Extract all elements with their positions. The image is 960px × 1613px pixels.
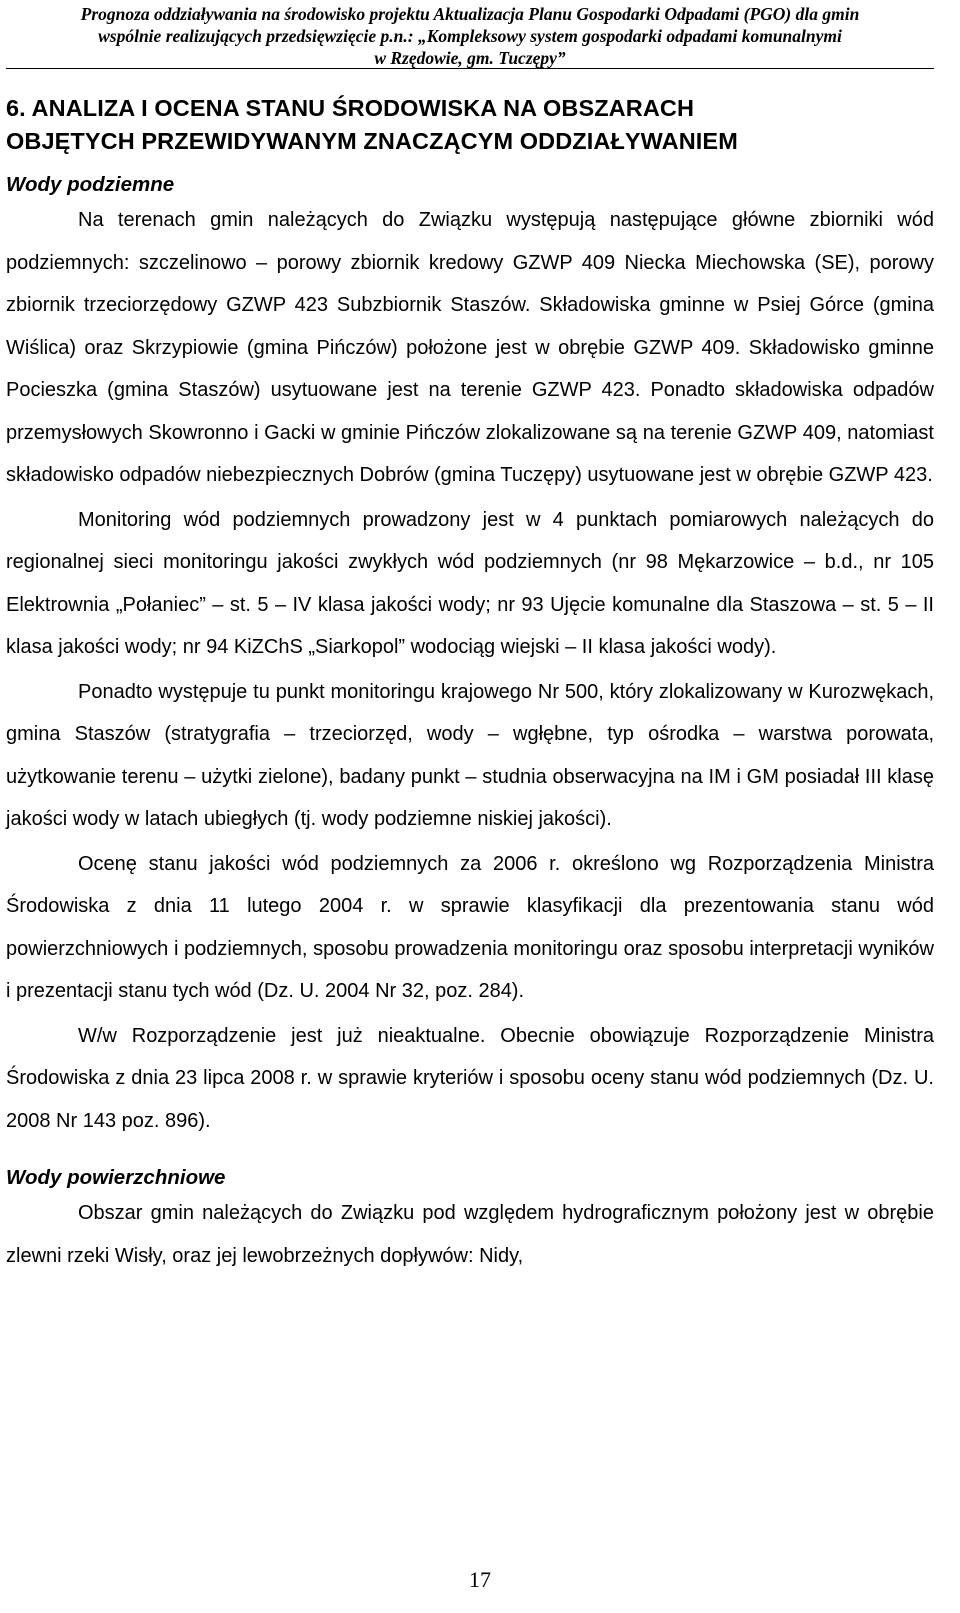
page-number: 17 [469, 1567, 491, 1592]
header-line-1: Prognoza oddziaływania na środowisko projektu Aktualizacja Planu Gospodarki Odpadami (PGO) dla gmin [80, 4, 860, 24]
groundwater-paragraph-4: Ocenę stanu jakości wód podziemnych za 2006 r. określono wg Rozporządzenia Ministra Środowiska z dnia 11 lutego 2004 r. w sprawie klasyfikacji dla prezentowania stanu wód powierzchniowych i podziemnych, sposobu prowadzenia monitoringu oraz sposobu interpretacji wyników i prezentacji stanu tych wód (Dz. U. 2004 Nr 32, poz. 284). [6, 852, 934, 1002]
running-header [6, 0, 934, 69]
chapter-title-line-1: 6. ANALIZA I OCENA STANU ŚRODOWISKA NA OBSZARACH [6, 95, 695, 121]
header-line-2: wspólnie realizujących przedsięwzięcie p.n.: „Kompleksowy system gospodarki odpadami komunalnymi [98, 26, 842, 46]
surfacewater-section [6, 1164, 934, 1277]
chapter-title-line-2: OBJĘTYCH PRZEWIDYWANYM ZNACZĄCYM ODDZIAŁYWANIEM [6, 128, 738, 154]
groundwater-paragraph-5: W/w Rozporządzenie jest już nieaktualne. Obecnie obowiązuje Rozporządzenie Ministra Środowiska z dnia 23 lipca 2008 r. w sprawie kryteriów i sposobu oceny stanu wód podziemnych (Dz. U. 2008 Nr 143 poz. 896). [6, 1024, 934, 1132]
surfacewater-heading: Wody powierzchniowe [6, 1166, 226, 1189]
groundwater-paragraph-2: Monitoring wód podziemnych prowadzony jest w 4 punktach pomiarowych należących do regionalnej sieci monitoringu jakości zwykłych wód podziemnych (nr 98 Mękarzowice – b.d., nr 105 Elektrownia „Połaniec” – st. 5 – IV klasa jakości wody; nr 93 Ujęcie komunalne dla Staszowa – st. 5 – II klasa jakości wody; nr 94 KiZChS „Siarkopol” wodociąg wiejski – II klasa jakości wody). [6, 508, 934, 658]
page-content [6, 92, 934, 1277]
groundwater-heading: Wody podziemne [6, 173, 175, 196]
groundwater-paragraph-3: Ponadto występuje tu punkt monitoringu krajowego Nr 500, który zlokalizowany w Kurozwękach, gmina Staszów (stratygrafia – trzeciorzęd, wody – wgłębne, typ ośrodka – warstwa porowata, użytkowanie terenu – użytki zielone), badany punkt – studnia obserwacyjna na IM i GM posiadał III klasę jakości wody w latach ubiegłych (tj. wody podziemne niskiej jakości). [6, 680, 934, 830]
surfacewater-paragraph-1: Obszar gmin należących do Związku pod względem hydrograficznym położony jest w obrębie zlewni rzeki Wisły, oraz jej lewobrzeżnych dopływów: Nidy, [6, 1202, 934, 1267]
chapter-title [6, 92, 934, 158]
groundwater-section [6, 171, 934, 1142]
groundwater-paragraph-1: Na terenach gmin należących do Związku występują następujące główne zbiorniki wód podziemnych: szczelinowo – porowy zbiornik kredowy GZWP 409 Niecka Miechowska (SE), porowy zbiornik trzeciorzędowy GZWP 423 Subzbiornik Staszów. Składowiska gminne w Psiej Górce (gmina Wiślica) oraz Skrzypiowie (gmina Pińczów) położone jest w obrębie GZWP 409. Składowisko gminne Pocieszka (gmina Staszów) usytuowane jest na terenie GZWP 423. Ponadto składowiska odpadów przemysłowych Skowronno i Gacki w gminie Pińczów zlokalizowane są na terenie GZWP 409, natomiast składowisko odpadów niebezpiecznych Dobrów (gmina Tuczępy) usytuowane jest w obrębie GZWP 423. [6, 209, 934, 486]
header-line-3: w Rzędowie, gm. Tuczępy” [374, 48, 566, 68]
